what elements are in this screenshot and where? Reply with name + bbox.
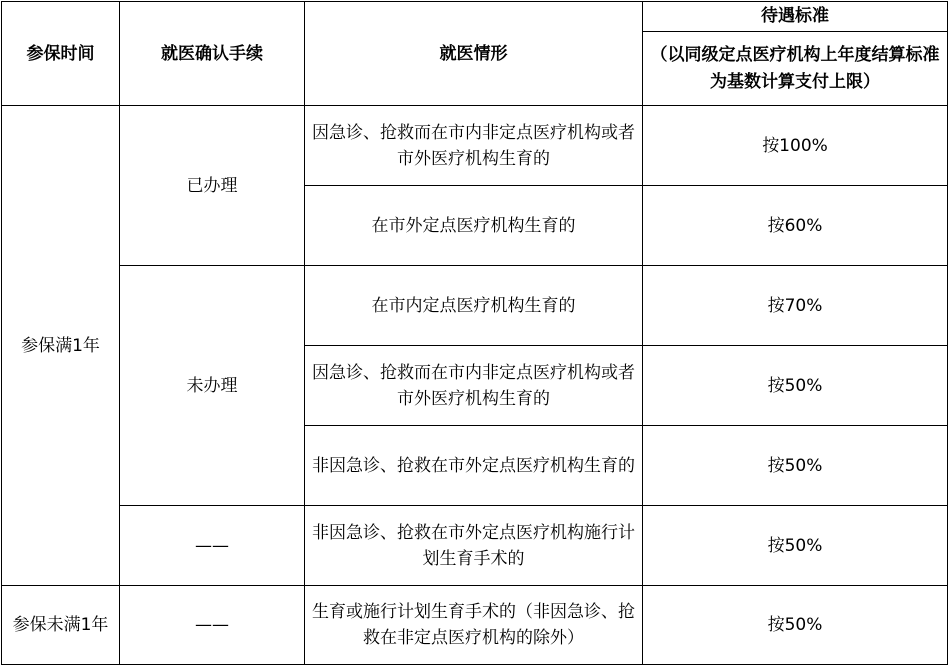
header-insured-period: 参保时间 — [2, 2, 120, 106]
cell-case: 非因急诊、抢救在市外定点医疗机构生育的 — [305, 426, 643, 506]
cell-rate: 按50% — [643, 346, 948, 426]
cell-procedure-none: —— — [120, 506, 305, 586]
cell-case: 在市外定点医疗机构生育的 — [305, 186, 643, 266]
cell-rate: 按60% — [643, 186, 948, 266]
header-confirm-procedure: 就医确认手续 — [120, 2, 305, 106]
cell-case: 非因急诊、抢救在市外定点医疗机构施行计划生育手术的 — [305, 506, 643, 586]
cell-procedure-none: —— — [120, 586, 305, 665]
header-benefit-title: 待遇标准 — [643, 2, 947, 32]
table-row — [2, 106, 948, 186]
table-row — [2, 266, 948, 346]
cell-case: 生育或施行计划生育手术的（非因急诊、抢救在非定点医疗机构的除外） — [305, 586, 643, 665]
table-row — [2, 586, 948, 665]
cell-procedure-not-done: 未办理 — [120, 266, 305, 506]
cell-case: 在市内定点医疗机构生育的 — [305, 266, 643, 346]
header-benefit-note: （以同级定点医疗机构上年度结算标准为基数计算支付上限） — [650, 44, 940, 92]
cell-insured-less-year: 参保未满1年 — [2, 586, 120, 665]
maternity-benefit-table — [1, 1, 948, 665]
cell-case: 因急诊、抢救而在市内非定点医疗机构或者市外医疗机构生育的 — [305, 106, 643, 186]
cell-rate: 按70% — [643, 266, 948, 346]
cell-rate: 按50% — [643, 426, 948, 506]
cell-case: 因急诊、抢救而在市内非定点医疗机构或者市外医疗机构生育的 — [305, 346, 643, 426]
table-row — [2, 506, 948, 586]
header-medical-case: 就医情形 — [305, 2, 643, 106]
table-header-row — [2, 2, 948, 106]
header-benefit-standard — [643, 2, 948, 106]
cell-rate: 按50% — [643, 506, 948, 586]
cell-procedure-done: 已办理 — [120, 106, 305, 266]
cell-rate: 按50% — [643, 586, 948, 665]
cell-rate: 按100% — [643, 106, 948, 186]
cell-insured-full-year: 参保满1年 — [2, 106, 120, 586]
